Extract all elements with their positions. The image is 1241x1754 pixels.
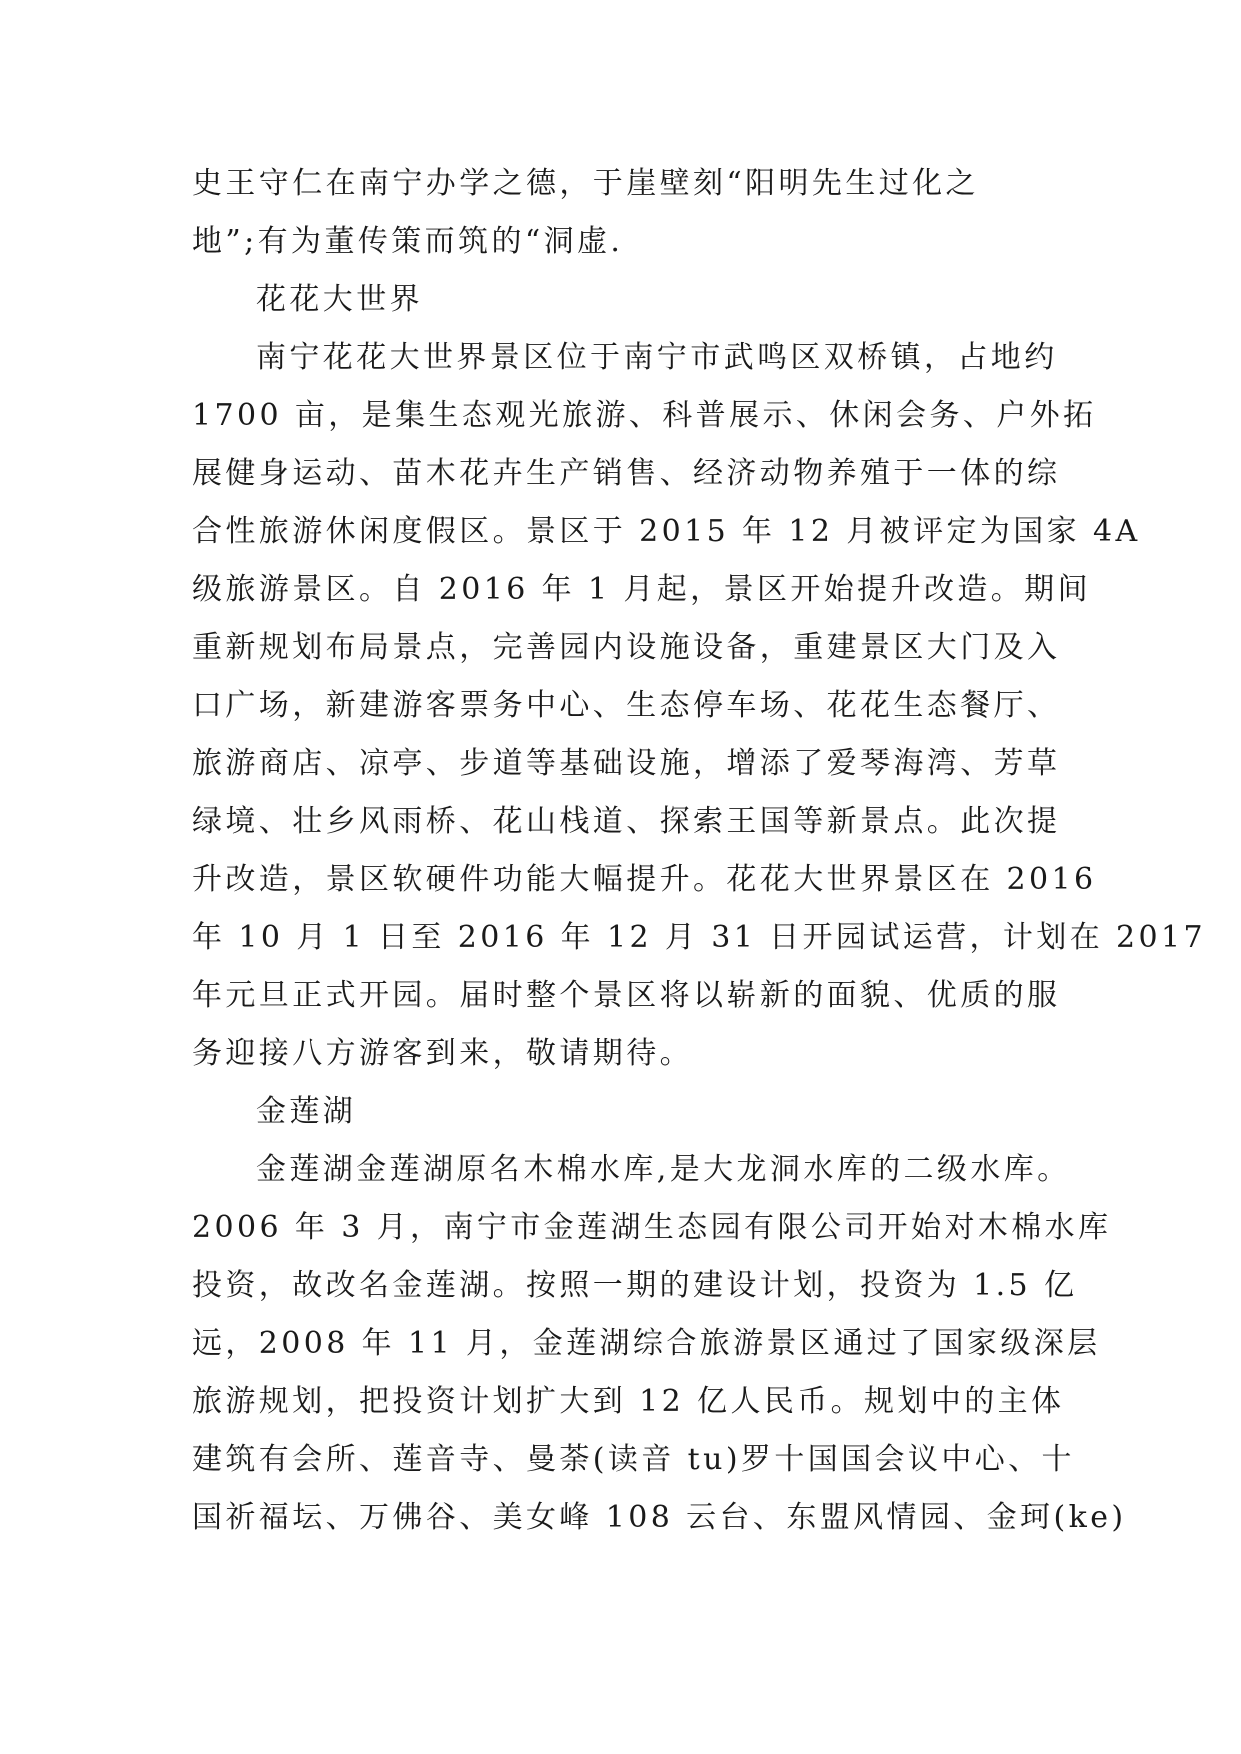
paragraph-line: 务迎接八方游客到来，敬请期待。 — [192, 1036, 693, 1071]
section-heading-huahua: 花花大世界 — [256, 282, 423, 317]
paragraph-line: 2006 年 3 月，南宁市金莲湖生态园有限公司开始对木棉水库 — [192, 1210, 1112, 1245]
section-heading-jinlianhu: 金莲湖 — [256, 1094, 357, 1129]
paragraph-line: 旅游商店、凉亭、步道等基础设施，增添了爱琴海湾、芳草 — [192, 746, 1061, 781]
paragraph-line: 南宁花花大世界景区位于南宁市武鸣区双桥镇，占地约 — [256, 340, 1058, 375]
paragraph-line: 年 10 月 1 日至 2016 年 12 月 31 日开园试运营，计划在 2017 — [192, 920, 1207, 955]
paragraph-line: 史王守仁在南宁办学之德，于崖壁刻“阳明先生过化之 — [192, 166, 979, 201]
paragraph-line: 级旅游景区。自 2016 年 1 月起，景区开始提升改造。期间 — [192, 572, 1091, 607]
paragraph-line: 1700 亩，是集生态观光旅游、科普展示、休闲会务、户外拓 — [192, 398, 1097, 433]
paragraph-line: 重新规划布局景点，完善园内设施设备，重建景区大门及入 — [192, 630, 1061, 665]
paragraph-line: 金莲湖金莲湖原名木棉水库,是大龙洞水库的二级水库。 — [256, 1152, 1071, 1187]
paragraph-line: 年元旦正式开园。届时整个景区将以崭新的面貌、优质的服 — [192, 978, 1061, 1013]
paragraph-line: 升改造，景区软硬件功能大幅提升。花花大世界景区在 2016 — [192, 862, 1097, 897]
paragraph-line: 绿境、壮乡风雨桥、花山栈道、探索王国等新景点。此次提 — [192, 804, 1061, 839]
paragraph-line: 展健身运动、苗木花卉生产销售、经济动物养殖于一体的综 — [192, 456, 1061, 491]
paragraph-line: 国祈福坛、万佛谷、美女峰 108 云台、东盟风情园、金珂(ke) — [192, 1500, 1127, 1535]
paragraph-line: 投资，故改名金莲湖。按照一期的建设计划，投资为 1.5 亿 — [192, 1268, 1078, 1303]
paragraph-line: 口广场，新建游客票务中心、生态停车场、花花生态餐厅、 — [192, 688, 1061, 723]
paragraph-line: 建筑有会所、莲音寺、曼荼(读音 tu)罗十国国会议中心、十 — [192, 1442, 1075, 1477]
document-body — [192, 155, 1207, 1547]
paragraph-line: 地”;有为董传策而筑的“洞虚. — [192, 224, 624, 259]
paragraph-line: 旅游规划，把投资计划扩大到 12 亿人民币。规划中的主体 — [192, 1384, 1065, 1419]
paragraph-line: 合性旅游休闲度假区。景区于 2015 年 12 月被评定为国家 4A — [192, 514, 1141, 549]
paragraph-line: 远，2008 年 11 月，金莲湖综合旅游景区通过了国家级深层 — [192, 1326, 1101, 1361]
